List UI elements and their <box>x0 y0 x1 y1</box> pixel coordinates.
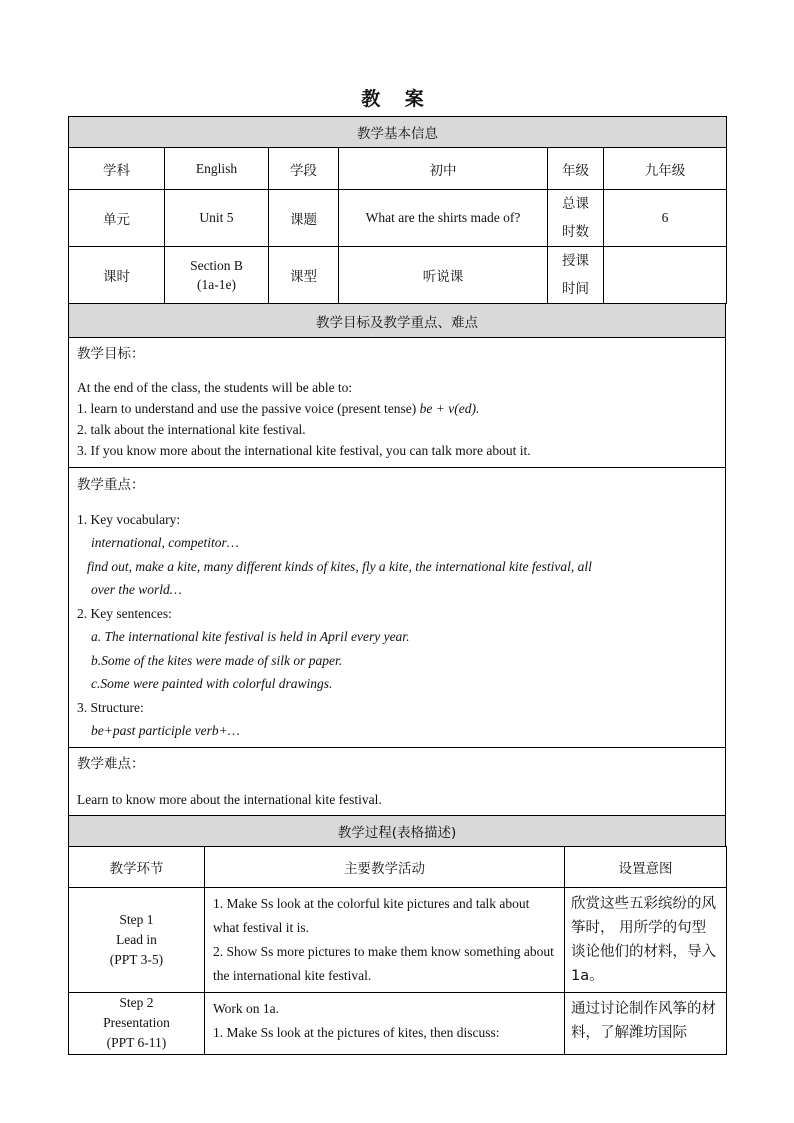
difficulties-heading: 教学难点： <box>77 755 145 772</box>
objectives-section <box>69 338 726 468</box>
teaching-time-label <box>548 247 604 304</box>
structure-formula: be+past participle verb+… <box>91 723 240 738</box>
page-title: 教 案 <box>361 88 433 110</box>
step1-name: Lead in <box>116 931 157 947</box>
objective-item-2: 2. talk about the international kite festival. <box>77 422 306 437</box>
objective-item-3: 3. If you know more about the international kite festival, you can talk more about it. <box>77 443 531 458</box>
key-vocab-line-3: over the world… <box>91 582 182 597</box>
step2-stage <box>69 992 205 1054</box>
objectives-table <box>68 303 726 847</box>
objective-item-1-formula: be + v(ed). <box>419 401 480 416</box>
step2-activity-1: Work on 1a. <box>213 1000 280 1016</box>
step2-name: Presentation <box>103 1015 170 1030</box>
type-value: 听说课 <box>339 247 548 304</box>
key-vocab-label: 1. Key vocabulary: <box>77 511 181 527</box>
period-label: 课时 <box>69 247 165 304</box>
grade-label: 年级 <box>548 148 604 190</box>
objectives-intro: At the end of the class, the students will be able to: <box>77 380 353 395</box>
total-hours-label <box>548 190 604 247</box>
objective-item-1-text: 1. learn to understand and use the passive voice (present tense) <box>77 401 417 416</box>
key-sentence-c: c.Some were painted with colorful drawings. <box>91 676 333 691</box>
objective-item-1 <box>77 398 717 419</box>
teaching-time-label-line2: 时间 <box>562 281 589 297</box>
step1-activity-2: 2. Show Ss more pictures to make them know something about the international kite festival. <box>213 943 554 983</box>
stage-label: 学段 <box>269 148 339 190</box>
unit-label: 单元 <box>69 190 165 247</box>
key-sentences-label: 2. Key sentences: <box>77 605 172 621</box>
step2-activities <box>205 992 565 1054</box>
topic-label: 课题 <box>269 190 339 247</box>
type-label: 课型 <box>269 247 339 304</box>
step2-activity-2: 1. Make Ss look at the pictures of kites, then discuss: <box>213 1024 500 1040</box>
teaching-time-value <box>604 247 727 304</box>
structure-label: 3. Structure: <box>77 699 144 715</box>
total-hours-label-line2: 时数 <box>562 224 589 240</box>
period-value-line2: (1a-1e) <box>197 277 236 292</box>
step1-ppt: (PPT 3-5) <box>109 951 164 967</box>
unit-value: Unit 5 <box>165 190 269 247</box>
lesson-plan-table <box>68 116 726 1055</box>
total-hours-label-line1: 总课 <box>562 196 589 212</box>
subject-value: English <box>165 148 269 190</box>
step2-number: Step 2 <box>119 995 154 1010</box>
total-hours-value: 6 <box>604 190 727 247</box>
key-sentence-a: a. The international kite festival is held in April every year. <box>91 629 410 644</box>
topic-value: What are the shirts made of? <box>339 190 548 247</box>
step1-activity-1: 1. Make Ss look at the colorful kite pictures and talk about what festival it is. <box>213 895 530 935</box>
step2-intent: 通过讨论制作风筝的材料，了解潍坊国际 <box>565 992 727 1054</box>
step1-activities <box>205 887 565 992</box>
subject-label: 学科 <box>69 148 165 190</box>
process-table <box>68 846 727 1055</box>
step1-number: Step 1 <box>119 911 154 927</box>
key-vocab-line-1: international, competitor… <box>91 535 239 550</box>
key-points-section <box>69 468 726 748</box>
basic-info-header: 教学基本信息 <box>69 117 727 148</box>
key-points-heading: 教学重点： <box>77 477 145 493</box>
stage-value: 初中 <box>339 148 548 190</box>
process-col-intent: 设置意图 <box>565 846 727 887</box>
difficulties-section <box>69 747 726 815</box>
grade-value: 九年级 <box>604 148 727 190</box>
key-vocab-line-2: find out, make a kite, many different kinds of kites, fly a kite, the international kite festival, all <box>87 558 592 574</box>
period-value-line1: Section B <box>190 258 243 273</box>
basic-info-table <box>68 116 727 304</box>
step2-ppt: (PPT 6-11) <box>106 1035 167 1050</box>
objectives-heading: 教学目标： <box>77 346 145 362</box>
step1-intent: 欣赏这些五彩缤纷的风筝时， 用所学的句型谈论他们的材料，导入 1a。 <box>565 887 727 992</box>
key-sentence-b: b.Some of the kites were made of silk or paper. <box>91 652 343 668</box>
objectives-header: 教学目标及教学重点、难点 <box>69 304 726 338</box>
step1-stage <box>69 887 205 992</box>
process-header: 教学过程(表格描述) <box>69 815 726 846</box>
teaching-time-label-line1: 授课 <box>562 253 589 269</box>
process-col-activities: 主要教学活动 <box>205 846 565 887</box>
difficulties-text: Learn to know more about the international kite festival. <box>77 791 382 807</box>
process-col-stage: 教学环节 <box>69 846 205 887</box>
period-value <box>165 247 269 304</box>
